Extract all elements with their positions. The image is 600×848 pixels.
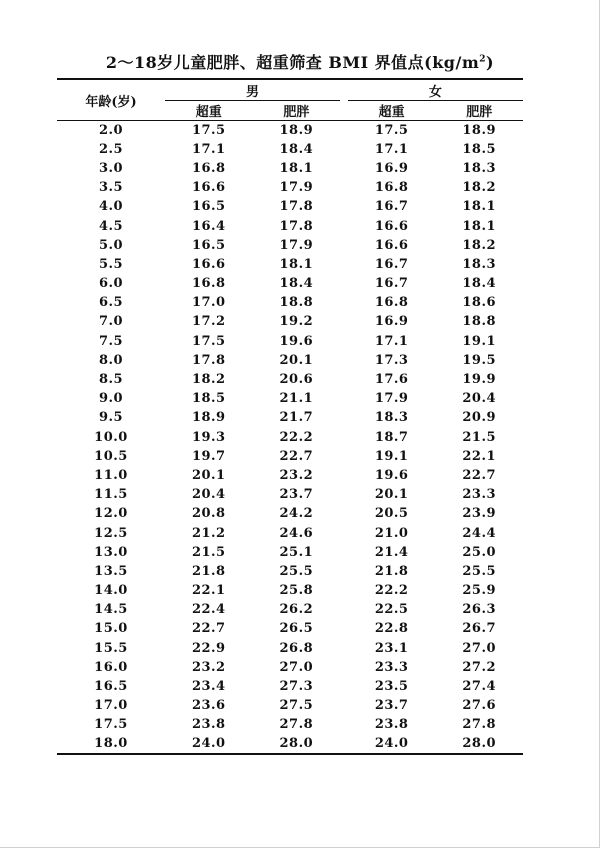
cell-male-overweight: 16.6 <box>191 180 226 196</box>
header-male-overweight: 超重 <box>165 101 253 121</box>
cell-gap <box>340 140 348 159</box>
cell-female-overweight: 20.5 <box>374 506 409 522</box>
cell-age: 16.5 <box>94 679 128 695</box>
cell-male-obese: 18.8 <box>279 295 314 311</box>
cell-female-obese: 20.9 <box>462 410 497 426</box>
cell-gap <box>340 255 348 274</box>
cell-age: 10.0 <box>94 429 128 445</box>
header-male-obese: 肥胖 <box>253 101 341 121</box>
table-row <box>57 255 523 274</box>
title-close: ) <box>486 53 495 72</box>
cell-age: 13.0 <box>94 544 128 560</box>
cell-male-overweight: 16.8 <box>191 276 226 292</box>
cell-female-obese: 18.3 <box>462 256 497 272</box>
cell-male-obese: 26.8 <box>279 640 314 656</box>
cell-female-obese: 18.6 <box>462 295 497 311</box>
cell-female-overweight: 18.7 <box>374 429 409 445</box>
cell-gap <box>340 408 348 427</box>
cell-age: 5.5 <box>98 256 124 272</box>
cell-female-overweight: 19.6 <box>374 467 409 483</box>
cell-gap <box>340 236 348 255</box>
cell-gap <box>340 600 348 619</box>
cell-male-obese: 27.8 <box>279 717 314 733</box>
cell-male-obese: 17.8 <box>279 199 314 215</box>
cell-gap <box>340 677 348 696</box>
cell-gap <box>340 562 348 581</box>
table-row <box>57 485 523 504</box>
cell-female-overweight: 17.1 <box>374 141 409 157</box>
cell-male-overweight: 20.8 <box>191 506 226 522</box>
table-row <box>57 312 523 331</box>
table-title <box>60 50 540 73</box>
table-row <box>57 121 523 140</box>
table-row <box>57 658 523 677</box>
cell-female-obese: 21.5 <box>462 429 497 445</box>
cell-gap <box>340 274 348 293</box>
cell-female-obese: 27.8 <box>462 717 497 733</box>
table-row <box>57 543 523 562</box>
cell-female-overweight: 16.9 <box>374 314 409 330</box>
cell-age: 17.5 <box>94 717 128 733</box>
cell-female-obese: 18.3 <box>462 160 497 176</box>
cell-age: 4.0 <box>98 199 124 215</box>
cell-male-overweight: 23.6 <box>191 698 226 714</box>
cell-male-overweight: 22.1 <box>191 583 226 599</box>
cell-male-obese: 23.2 <box>279 467 314 483</box>
cell-female-overweight: 23.3 <box>374 659 409 675</box>
cell-female-obese: 23.3 <box>462 487 497 503</box>
cell-female-overweight: 20.1 <box>374 487 409 503</box>
cell-gap <box>340 715 348 734</box>
bmi-table <box>57 78 523 755</box>
table-body <box>57 121 523 754</box>
cell-female-overweight: 17.3 <box>374 352 409 368</box>
cell-male-obese: 21.1 <box>279 391 314 407</box>
cell-female-obese: 26.3 <box>462 602 497 618</box>
cell-age: 8.5 <box>98 372 124 388</box>
title-superscript: 2 <box>479 54 487 65</box>
cell-female-obese: 27.0 <box>462 640 497 656</box>
cell-age: 14.0 <box>94 583 128 599</box>
cell-age: 18.0 <box>94 736 128 752</box>
cell-age: 15.5 <box>94 640 128 656</box>
cell-female-overweight: 16.8 <box>374 180 409 196</box>
table-header <box>57 79 523 121</box>
cell-male-overweight: 17.1 <box>191 141 226 157</box>
cell-male-obese: 28.0 <box>279 736 314 752</box>
cell-age: 10.5 <box>94 448 128 464</box>
header-gap <box>340 79 348 101</box>
cell-age: 14.5 <box>94 602 128 618</box>
header-gap <box>340 101 348 121</box>
cell-age: 9.0 <box>98 391 124 407</box>
table-row <box>57 351 523 370</box>
cell-female-overweight: 21.8 <box>374 563 409 579</box>
cell-gap <box>340 351 348 370</box>
cell-gap <box>340 332 348 351</box>
cell-male-obese: 17.9 <box>279 180 314 196</box>
cell-female-overweight: 23.8 <box>374 717 409 733</box>
cell-male-obese: 18.4 <box>279 276 314 292</box>
cell-gap <box>340 639 348 658</box>
table-row <box>57 389 523 408</box>
cell-male-overweight: 22.9 <box>191 640 226 656</box>
cell-female-obese: 18.1 <box>462 218 497 234</box>
cell-age: 13.5 <box>94 563 128 579</box>
cell-male-obese: 18.9 <box>279 122 314 138</box>
cell-gap <box>340 178 348 197</box>
cell-female-obese: 27.4 <box>462 679 497 695</box>
header-female-obese: 肥胖 <box>435 101 523 121</box>
cell-female-overweight: 22.2 <box>374 583 409 599</box>
cell-female-overweight: 22.8 <box>374 621 409 637</box>
cell-age: 11.0 <box>94 467 128 483</box>
cell-age: 16.0 <box>94 659 128 675</box>
cell-age: 3.5 <box>98 180 124 196</box>
cell-gap <box>340 619 348 638</box>
cell-female-overweight: 17.9 <box>374 391 409 407</box>
table-row <box>57 216 523 235</box>
cell-age: 17.0 <box>94 698 128 714</box>
table-row <box>57 696 523 715</box>
table-row <box>57 735 523 754</box>
cell-age: 11.5 <box>94 487 128 503</box>
cell-male-overweight: 23.4 <box>191 679 226 695</box>
cell-age: 12.5 <box>94 525 128 541</box>
cell-gap <box>340 447 348 466</box>
cell-male-obese: 18.1 <box>279 256 314 272</box>
cell-female-obese: 27.6 <box>462 698 497 714</box>
cell-male-obese: 27.0 <box>279 659 314 675</box>
cell-female-obese: 18.4 <box>462 276 497 292</box>
cell-female-overweight: 16.9 <box>374 160 409 176</box>
cell-male-obese: 26.5 <box>279 621 314 637</box>
cell-female-obese: 26.7 <box>462 621 497 637</box>
cell-male-obese: 26.2 <box>279 602 314 618</box>
cell-male-overweight: 21.2 <box>191 525 226 541</box>
table-row <box>57 600 523 619</box>
cell-male-obese: 17.9 <box>279 237 314 253</box>
cell-male-obese: 22.2 <box>279 429 314 445</box>
cell-age: 12.0 <box>94 506 128 522</box>
cell-female-obese: 24.4 <box>462 525 497 541</box>
cell-female-overweight: 16.8 <box>374 295 409 311</box>
cell-male-obese: 20.1 <box>279 352 314 368</box>
cell-female-obese: 18.9 <box>462 122 497 138</box>
cell-male-overweight: 19.3 <box>191 429 226 445</box>
cell-female-overweight: 23.7 <box>374 698 409 714</box>
table-row <box>57 428 523 447</box>
cell-female-obese: 19.5 <box>462 352 497 368</box>
header-female-overweight: 超重 <box>348 101 436 121</box>
table-row <box>57 332 523 351</box>
cell-female-obese: 18.5 <box>462 141 497 157</box>
cell-male-obese: 20.6 <box>279 372 314 388</box>
cell-female-overweight: 16.6 <box>374 218 409 234</box>
cell-female-obese: 18.8 <box>462 314 497 330</box>
cell-gap <box>340 523 348 542</box>
cell-female-obese: 25.9 <box>462 583 497 599</box>
cell-female-obese: 23.9 <box>462 506 497 522</box>
cell-male-obese: 23.7 <box>279 487 314 503</box>
cell-male-obese: 27.3 <box>279 679 314 695</box>
cell-male-overweight: 17.5 <box>191 333 226 349</box>
cell-female-overweight: 19.1 <box>374 448 409 464</box>
cell-female-overweight: 21.0 <box>374 525 409 541</box>
cell-age: 5.0 <box>98 237 124 253</box>
table-row <box>57 619 523 638</box>
cell-female-overweight: 16.7 <box>374 199 409 215</box>
cell-age: 2.5 <box>98 141 124 157</box>
table-row <box>57 504 523 523</box>
cell-male-overweight: 22.7 <box>191 621 226 637</box>
cell-female-obese: 25.0 <box>462 544 497 560</box>
cell-female-overweight: 17.5 <box>374 122 409 138</box>
cell-gap <box>340 543 348 562</box>
cell-age: 3.0 <box>98 160 124 176</box>
cell-female-overweight: 17.6 <box>374 372 409 388</box>
cell-male-obese: 24.2 <box>279 506 314 522</box>
cell-female-obese: 18.1 <box>462 199 497 215</box>
cell-male-overweight: 17.0 <box>191 295 226 311</box>
table-row <box>57 639 523 658</box>
table-row <box>57 447 523 466</box>
cell-female-obese: 25.5 <box>462 563 497 579</box>
header-male: 男 <box>165 79 340 101</box>
cell-male-overweight: 17.5 <box>191 122 226 138</box>
cell-male-overweight: 24.0 <box>191 736 226 752</box>
table-row <box>57 370 523 389</box>
cell-female-obese: 18.2 <box>462 180 497 196</box>
cell-female-overweight: 24.0 <box>374 736 409 752</box>
cell-female-obese: 22.7 <box>462 467 497 483</box>
cell-female-overweight: 23.5 <box>374 679 409 695</box>
cell-gap <box>340 197 348 216</box>
cell-male-obese: 18.1 <box>279 160 314 176</box>
table-row <box>57 466 523 485</box>
cell-gap <box>340 504 348 523</box>
cell-male-obese: 21.7 <box>279 410 314 426</box>
cell-female-overweight: 23.1 <box>374 640 409 656</box>
cell-male-overweight: 17.2 <box>191 314 226 330</box>
cell-female-obese: 18.2 <box>462 237 497 253</box>
cell-female-overweight: 16.7 <box>374 276 409 292</box>
cell-male-overweight: 16.6 <box>191 256 226 272</box>
table-row <box>57 715 523 734</box>
cell-male-overweight: 21.5 <box>191 544 226 560</box>
cell-gap <box>340 428 348 447</box>
cell-gap <box>340 696 348 715</box>
cell-gap <box>340 466 348 485</box>
cell-age: 4.5 <box>98 218 124 234</box>
cell-male-overweight: 18.2 <box>191 372 226 388</box>
cell-male-obese: 19.6 <box>279 333 314 349</box>
cell-age: 6.5 <box>98 295 124 311</box>
cell-male-overweight: 16.8 <box>191 160 226 176</box>
cell-male-obese: 25.8 <box>279 583 314 599</box>
cell-female-overweight: 21.4 <box>374 544 409 560</box>
table-row <box>57 677 523 696</box>
cell-male-overweight: 16.4 <box>191 218 226 234</box>
cell-male-overweight: 20.4 <box>191 487 226 503</box>
cell-male-obese: 19.2 <box>279 314 314 330</box>
cell-male-obese: 25.1 <box>279 544 314 560</box>
table-row <box>57 197 523 216</box>
cell-male-obese: 24.6 <box>279 525 314 541</box>
cell-female-obese: 27.2 <box>462 659 497 675</box>
table-row <box>57 236 523 255</box>
cell-gap <box>340 658 348 677</box>
cell-female-overweight: 16.6 <box>374 237 409 253</box>
table-row <box>57 408 523 427</box>
cell-gap <box>340 389 348 408</box>
cell-age: 6.0 <box>98 276 124 292</box>
header-female: 女 <box>348 79 523 101</box>
cell-age: 9.5 <box>98 410 124 426</box>
cell-female-overweight: 18.3 <box>374 410 409 426</box>
cell-male-obese: 25.5 <box>279 563 314 579</box>
cell-gap <box>340 485 348 504</box>
table-row <box>57 293 523 312</box>
cell-male-obese: 22.7 <box>279 448 314 464</box>
cell-male-overweight: 16.5 <box>191 237 226 253</box>
cell-gap <box>340 581 348 600</box>
cell-gap <box>340 121 348 140</box>
cell-female-obese: 22.1 <box>462 448 497 464</box>
cell-female-overweight: 22.5 <box>374 602 409 618</box>
cell-male-overweight: 18.9 <box>191 410 226 426</box>
title-text: 2～18岁儿童肥胖、超重筛查 BMI 界值点(kg/m <box>105 53 480 72</box>
cell-male-overweight: 23.8 <box>191 717 226 733</box>
cell-male-overweight: 18.5 <box>191 391 226 407</box>
table-row <box>57 159 523 178</box>
cell-age: 2.0 <box>98 122 124 138</box>
cell-age: 7.5 <box>98 333 124 349</box>
cell-male-overweight: 19.7 <box>191 448 226 464</box>
cell-male-overweight: 22.4 <box>191 602 226 618</box>
cell-age: 8.0 <box>98 352 124 368</box>
cell-gap <box>340 159 348 178</box>
cell-male-overweight: 17.8 <box>191 352 226 368</box>
cell-female-obese: 19.1 <box>462 333 497 349</box>
table-row <box>57 140 523 159</box>
cell-female-overweight: 17.1 <box>374 333 409 349</box>
table-row <box>57 274 523 293</box>
cell-male-overweight: 16.5 <box>191 199 226 215</box>
table-row <box>57 581 523 600</box>
cell-gap <box>340 293 348 312</box>
cell-age: 15.0 <box>94 621 128 637</box>
cell-gap <box>340 735 348 754</box>
cell-male-overweight: 21.8 <box>191 563 226 579</box>
cell-male-obese: 17.8 <box>279 218 314 234</box>
cell-male-obese: 18.4 <box>279 141 314 157</box>
cell-gap <box>340 216 348 235</box>
table-row <box>57 178 523 197</box>
table-row <box>57 523 523 542</box>
cell-gap <box>340 312 348 331</box>
cell-male-obese: 27.5 <box>279 698 314 714</box>
header-age: 年龄(岁) <box>57 79 165 121</box>
cell-female-obese: 20.4 <box>462 391 497 407</box>
cell-male-overweight: 20.1 <box>191 467 226 483</box>
cell-female-obese: 19.9 <box>462 372 497 388</box>
cell-male-overweight: 23.2 <box>191 659 226 675</box>
cell-gap <box>340 370 348 389</box>
cell-age: 7.0 <box>98 314 124 330</box>
cell-female-overweight: 16.7 <box>374 256 409 272</box>
table-row <box>57 562 523 581</box>
cell-female-obese: 28.0 <box>462 736 497 752</box>
